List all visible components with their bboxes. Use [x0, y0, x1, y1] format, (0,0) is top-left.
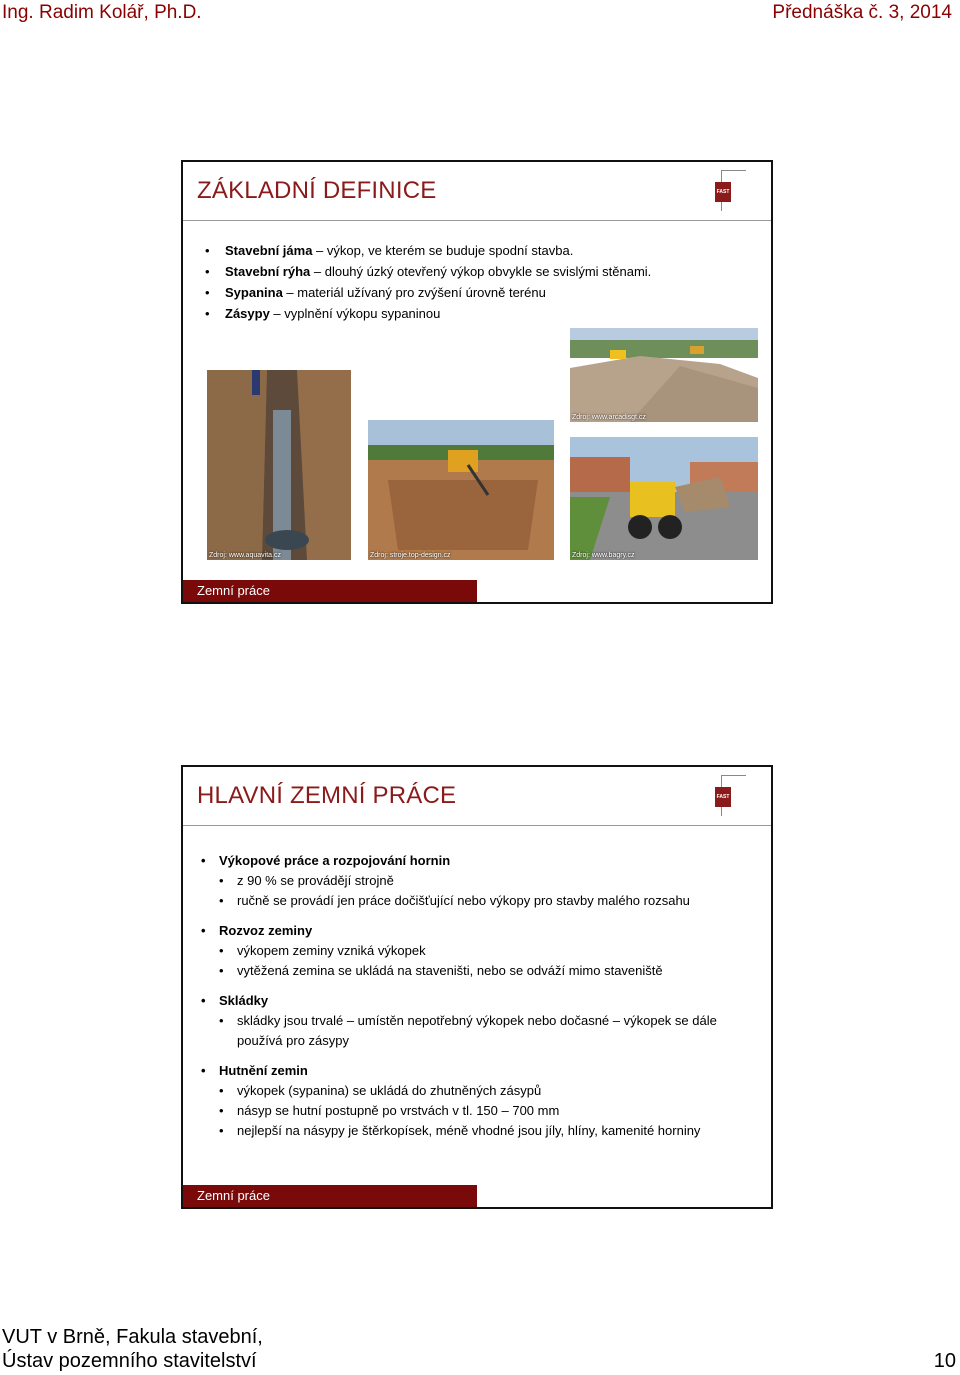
- section-item: • nejlepší na násypy je štěrkopísek, méně vhodné jsou jíly, hlíny, kamenité horniny: [219, 1123, 701, 1138]
- slide-basic-definitions: [181, 160, 773, 604]
- photo-caption: Zdroj: stroje.top-design.cz: [370, 552, 451, 559]
- section-heading: • Skládky: [201, 993, 269, 1008]
- faculty-logo: FAST: [715, 773, 761, 817]
- section-heading: • Rozvoz zeminy: [201, 923, 313, 938]
- faculty-logo: FAST: [715, 168, 761, 212]
- slide-footer-label: Zemní práce: [197, 1188, 270, 1203]
- slide-footer-bar: [183, 580, 477, 602]
- section-item: • z 90 % se provádějí strojně: [219, 873, 394, 888]
- section-item: • vytěžená zemina se ukládá na staveništi, nebo se odváží mimo staveniště: [219, 963, 663, 978]
- section-heading: • Výkopové práce a rozpojování hornin: [201, 853, 451, 868]
- section-item: • ručně se provádí jen práce dočišťující nebo výkopy pro stavby malého rozsahu: [219, 893, 690, 908]
- section-item: • výkopem zeminy vzniká výkopek: [219, 943, 426, 958]
- slide-footer-label: Zemní práce: [197, 583, 270, 598]
- footer-department: Ústav pozemního stavitelství: [2, 1350, 257, 1372]
- section-item: • výkopek (sypanina) se ukládá do zhutněných zásypů: [219, 1083, 542, 1098]
- author-header: Ing. Radim Kolář, Ph.D.: [2, 2, 202, 23]
- section-item: • násyp se hutní postupně po vrstvách v tl. 150 – 700 mm: [219, 1103, 560, 1118]
- photo-caption: Zdroj: www.arcadisgt.cz: [572, 414, 646, 421]
- slide-title-bar: [183, 162, 771, 221]
- photo-gravel-pile: [570, 328, 758, 422]
- slide-title: ZÁKLADNÍ DEFINICE: [197, 177, 437, 204]
- section-item-continuation: používá pro zásypy: [237, 1033, 350, 1048]
- photo-caption: Zdroj: www.bagry.cz: [572, 552, 635, 559]
- slide-footer-bar: [183, 1185, 477, 1207]
- photo-wheel-loader: [570, 437, 758, 560]
- photo-caption: Zdroj: www.aquavita.cz: [209, 552, 281, 559]
- photo-excavation-pit: [368, 420, 554, 560]
- page-number: 10: [933, 1350, 956, 1372]
- slide-title-bar: [183, 767, 771, 826]
- bullet-item: • Sypanina – materiál užívaný pro zvýšení úrovně terénu: [205, 285, 546, 300]
- section-item: • skládky jsou trvalé – umístěn nepotřebný výkopek nebo dočasné – výkopek se dále: [219, 1013, 717, 1028]
- bullet-item: • Stavební jáma – výkop, ve kterém se buduje spodní stavba.: [205, 243, 574, 258]
- footer-institution: VUT v Brně, Fakula stavební,: [2, 1326, 263, 1348]
- bullet-item: • Zásypy – vyplnění výkopu sypaninou: [205, 306, 441, 321]
- section-heading: • Hutnění zemin: [201, 1063, 308, 1078]
- slide-title: HLAVNÍ ZEMNÍ PRÁCE: [197, 782, 457, 809]
- bullet-item: • Stavební rýha – dlouhý úzký otevřený výkop obvykle se svislými stěnami.: [205, 264, 652, 279]
- slide-main-earthworks: [181, 765, 773, 1209]
- photo-trench: [207, 370, 351, 560]
- lecture-header: Přednáška č. 3, 2014: [772, 2, 952, 23]
